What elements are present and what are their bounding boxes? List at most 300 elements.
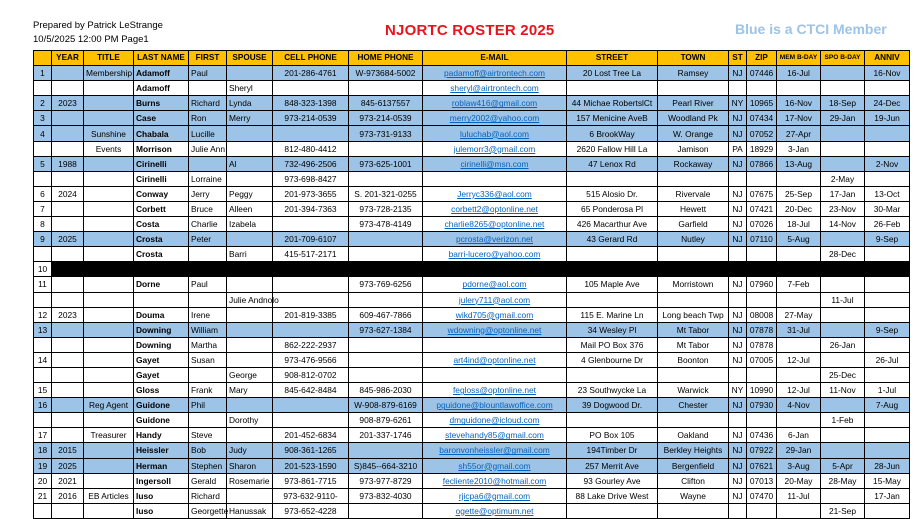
email-link[interactable]: art4ind@optonline.net	[423, 352, 567, 367]
email-link[interactable]: fegloss@optonline.net	[423, 383, 567, 398]
cell-year	[52, 337, 84, 352]
cell-town: Ramsey	[658, 66, 729, 81]
cell-zip	[747, 81, 777, 96]
email-link[interactable]: Jerryc336@aol.com	[423, 186, 567, 201]
cell-street	[567, 367, 658, 382]
cell-town: Wayne	[658, 488, 729, 503]
cell-anniv: 30-Mar	[865, 201, 910, 216]
cell-street: 43 Gerard Rd	[567, 232, 658, 247]
cell-st: NY	[729, 383, 747, 398]
cell-zip: 07866	[747, 156, 777, 171]
table-row	[34, 141, 910, 156]
cell-st	[729, 247, 747, 262]
cell-cell: 812-480-4412	[273, 141, 349, 156]
table-row	[34, 126, 910, 141]
cell-first: Steve	[189, 428, 227, 443]
cell-street	[567, 171, 658, 186]
cell-last	[134, 292, 189, 307]
email-link[interactable]: barri-lucero@yahoo.com	[423, 247, 567, 262]
cell-title	[84, 322, 134, 337]
cell-zip: 07005	[747, 352, 777, 367]
email-link[interactable]: dmguidone@icloud.com	[423, 413, 567, 428]
cell-last	[134, 262, 189, 277]
cell-town: Pearl River	[658, 96, 729, 111]
cell-first: Irene	[189, 307, 227, 322]
cell-num: 9	[34, 232, 52, 247]
cell-num: 14	[34, 352, 52, 367]
cell-anniv: 24-Dec	[865, 96, 910, 111]
table-row	[34, 458, 910, 473]
cell-street	[567, 503, 658, 518]
cell-home	[349, 171, 423, 186]
cell-num	[34, 81, 52, 96]
cell-home: 973-627-1384	[349, 322, 423, 337]
cell-home: 201-337-1746	[349, 428, 423, 443]
email-link	[423, 171, 567, 186]
cell-anniv: 16-Nov	[865, 66, 910, 81]
cell-last: Iuso	[134, 488, 189, 503]
cell-town	[658, 171, 729, 186]
cell-year	[52, 383, 84, 398]
cell-title: EB Articles	[84, 488, 134, 503]
cell-zip: 07675	[747, 186, 777, 201]
table-row	[34, 383, 910, 398]
cell-first: Stephen	[189, 458, 227, 473]
cell-street: 34 Wesley Pl	[567, 322, 658, 337]
cell-spouse: Al	[227, 156, 273, 171]
cell-zip: 07110	[747, 232, 777, 247]
email-link[interactable]: sheryl@airtrontech.com	[423, 81, 567, 96]
email-link[interactable]: wikd705@gmail.com	[423, 307, 567, 322]
cell-spouse	[227, 66, 273, 81]
cell-year: 2016	[52, 488, 84, 503]
cell-spouse	[227, 352, 273, 367]
table-row	[34, 171, 910, 186]
email-link[interactable]: julery711@aol.com	[423, 292, 567, 307]
cell-st	[729, 171, 747, 186]
cell-first: Lucille	[189, 126, 227, 141]
cell-street: 65 Ponderosa Pl	[567, 201, 658, 216]
cell-zip: 10990	[747, 383, 777, 398]
cell-spouse	[227, 277, 273, 292]
cell-mem: 25-Sep	[777, 186, 821, 201]
email-link[interactable]: stevehandy85@gmail.com	[423, 428, 567, 443]
cell-spouse	[227, 262, 273, 277]
cell-street: 194Timber Dr	[567, 443, 658, 458]
cell-town	[658, 292, 729, 307]
cell-st: NJ	[729, 428, 747, 443]
cell-first: Gerald	[189, 473, 227, 488]
cell-title	[84, 232, 134, 247]
table-row	[34, 398, 910, 413]
cell-mem: 11-Jul	[777, 488, 821, 503]
email-link[interactable]: charlie8265@optonline.net	[423, 217, 567, 232]
cell-first	[189, 292, 227, 307]
cell-st: NJ	[729, 307, 747, 322]
cell-zip	[747, 413, 777, 428]
cell-anniv: 2-Nov	[865, 156, 910, 171]
cell-spo	[821, 277, 865, 292]
cell-town: Garfield	[658, 217, 729, 232]
column-header: FIRST	[189, 51, 227, 66]
cell-spo	[821, 488, 865, 503]
cell-spouse	[227, 488, 273, 503]
cell-mem: 29-Jan	[777, 443, 821, 458]
column-header: CELL PHONE	[273, 51, 349, 66]
cell-mem	[777, 292, 821, 307]
cell-title: Reg Agent	[84, 398, 134, 413]
legend-note: Blue is a CTCI Member	[735, 21, 887, 37]
table-row	[34, 111, 910, 126]
cell-year	[52, 111, 84, 126]
cell-anniv	[865, 428, 910, 443]
table-row	[34, 81, 910, 96]
email-link[interactable]: sh55or@gmail.com	[423, 458, 567, 473]
cell-spo	[821, 398, 865, 413]
cell-anniv: 26-Jul	[865, 352, 910, 367]
cell-cell: 845-642-8484	[273, 383, 349, 398]
cell-street: 88 Lake Drive West	[567, 488, 658, 503]
cell-home	[349, 81, 423, 96]
cell-title: Events	[84, 141, 134, 156]
cell-spouse: Merry	[227, 111, 273, 126]
cell-home	[349, 337, 423, 352]
email-link[interactable]: luluchab@aol.com	[423, 126, 567, 141]
cell-num: 20	[34, 473, 52, 488]
cell-spo	[821, 232, 865, 247]
cell-spo	[821, 262, 865, 277]
table-row	[34, 307, 910, 322]
table-row	[34, 292, 910, 307]
table-row	[34, 277, 910, 292]
cell-last: Herman	[134, 458, 189, 473]
email-link[interactable]: wdowning@optonline.net	[423, 322, 567, 337]
cell-spouse: Judy	[227, 443, 273, 458]
cell-anniv	[865, 413, 910, 428]
cell-mem: 12-Jul	[777, 352, 821, 367]
cell-st: NJ	[729, 277, 747, 292]
email-link[interactable]: fecliente2010@hotmail.com	[423, 473, 567, 488]
cell-st: NJ	[729, 473, 747, 488]
cell-zip	[747, 503, 777, 518]
cell-last: Cirinelli	[134, 156, 189, 171]
cell-st: NJ	[729, 488, 747, 503]
column-header: ST	[729, 51, 747, 66]
cell-town: Mt Tabor	[658, 322, 729, 337]
cell-zip: 07434	[747, 111, 777, 126]
cell-title	[84, 201, 134, 216]
cell-mem: 18-Jul	[777, 217, 821, 232]
cell-spo: 21-Sep	[821, 503, 865, 518]
cell-cell	[273, 217, 349, 232]
cell-num: 13	[34, 322, 52, 337]
cell-title	[84, 186, 134, 201]
cell-town: Clifton	[658, 473, 729, 488]
cell-first: Lorraine	[189, 171, 227, 186]
email-link[interactable]: cirinelli@msn.com	[423, 156, 567, 171]
cell-spouse: Alleen	[227, 201, 273, 216]
cell-street: 6 BrookWay	[567, 126, 658, 141]
cell-spouse	[227, 141, 273, 156]
cell-spouse	[227, 322, 273, 337]
email-link[interactable]: baronvonheissler@gmail.com	[423, 443, 567, 458]
cell-street: 44 Michae RobertslCt	[567, 96, 658, 111]
cell-num	[34, 503, 52, 518]
cell-mem: 16-Jul	[777, 66, 821, 81]
cell-spo: 1-Feb	[821, 413, 865, 428]
cell-num	[34, 247, 52, 262]
cell-cell: 201-709-6107	[273, 232, 349, 247]
cell-num: 21	[34, 488, 52, 503]
cell-cell: 908-812-0702	[273, 367, 349, 382]
cell-street: 157 Menicine AveB	[567, 111, 658, 126]
cell-year	[52, 503, 84, 518]
cell-mem: 20-Dec	[777, 201, 821, 216]
cell-spouse: Sharon	[227, 458, 273, 473]
cell-title	[84, 156, 134, 171]
cell-last: Costa	[134, 217, 189, 232]
cell-street: 115 E. Marine Ln	[567, 307, 658, 322]
cell-num: 3	[34, 111, 52, 126]
cell-town: Oakland	[658, 428, 729, 443]
cell-last: Ingersoll	[134, 473, 189, 488]
cell-zip: 07922	[747, 443, 777, 458]
cell-home	[349, 503, 423, 518]
email-link[interactable]: ogette@optimum.net	[423, 503, 567, 518]
cell-spouse: Sheryl	[227, 81, 273, 96]
table-row	[34, 367, 910, 382]
cell-cell: 201-819-3385	[273, 307, 349, 322]
cell-year	[52, 247, 84, 262]
column-header: TITLE	[84, 51, 134, 66]
cell-spouse	[227, 126, 273, 141]
cell-street	[567, 81, 658, 96]
cell-title	[84, 503, 134, 518]
cell-anniv	[865, 443, 910, 458]
cell-mem: 7-Feb	[777, 277, 821, 292]
cell-cell: 908-361-1265	[273, 443, 349, 458]
email-link[interactable]: pcrosta@verizon.net	[423, 232, 567, 247]
email-link[interactable]: merry2002@yahoo.com	[423, 111, 567, 126]
email-link[interactable]: pguidone@blountlawoffice.com	[423, 398, 567, 413]
cell-num: 19	[34, 458, 52, 473]
cell-town: Woodland Pk	[658, 111, 729, 126]
table-row	[34, 503, 910, 518]
cell-anniv: 9-Sep	[865, 322, 910, 337]
cell-spo: 11-Jul	[821, 292, 865, 307]
cell-last: Gloss	[134, 383, 189, 398]
cell-first	[189, 156, 227, 171]
cell-cell: 201-394-7363	[273, 201, 349, 216]
cell-spo: 29-Jan	[821, 111, 865, 126]
cell-num: 16	[34, 398, 52, 413]
cell-st	[729, 81, 747, 96]
cell-spo: 18-Sep	[821, 96, 865, 111]
cell-last: Douma	[134, 307, 189, 322]
cell-home: 973-977-8729	[349, 473, 423, 488]
cell-first: Richard	[189, 488, 227, 503]
cell-anniv	[865, 337, 910, 352]
cell-st: NJ	[729, 111, 747, 126]
cell-cell: 201-523-1590	[273, 458, 349, 473]
cell-mem	[777, 503, 821, 518]
cell-year: 2015	[52, 443, 84, 458]
email-link[interactable]: padamoff@airtrontech.com	[423, 66, 567, 81]
cell-year	[52, 277, 84, 292]
email-link[interactable]: rjicpa6@gmail.com	[423, 488, 567, 503]
email-link[interactable]: julemorr3@gmail.com	[423, 141, 567, 156]
cell-street: 257 Merrit Ave	[567, 458, 658, 473]
cell-title	[84, 458, 134, 473]
cell-title	[84, 413, 134, 428]
cell-spo: 25-Dec	[821, 367, 865, 382]
table-row	[34, 413, 910, 428]
cell-title: Sunshine	[84, 126, 134, 141]
cell-mem: 16-Nov	[777, 96, 821, 111]
cell-mem	[777, 247, 821, 262]
table-row	[34, 352, 910, 367]
table-row	[34, 201, 910, 216]
cell-town: Jamison	[658, 141, 729, 156]
cell-home: 973-832-4030	[349, 488, 423, 503]
cell-first: Georgette	[189, 503, 227, 518]
cell-anniv: 28-Jun	[865, 458, 910, 473]
column-header: TOWN	[658, 51, 729, 66]
cell-last: Chabala	[134, 126, 189, 141]
table-row	[34, 156, 910, 171]
cell-home: 973-478-4149	[349, 217, 423, 232]
cell-cell	[273, 398, 349, 413]
cell-st: NJ	[729, 66, 747, 81]
cell-year: 1988	[52, 156, 84, 171]
cell-town: Boonton	[658, 352, 729, 367]
cell-cell: 201-452-6834	[273, 428, 349, 443]
cell-st: NY	[729, 96, 747, 111]
cell-mem: 31-Jul	[777, 322, 821, 337]
cell-town	[658, 247, 729, 262]
cell-title	[84, 367, 134, 382]
cell-town: Mt Tabor	[658, 337, 729, 352]
cell-street	[567, 262, 658, 277]
cell-mem: 12-Jul	[777, 383, 821, 398]
cell-home: 973-728-2135	[349, 201, 423, 216]
cell-spouse	[227, 307, 273, 322]
cell-title	[84, 217, 134, 232]
cell-num: 15	[34, 383, 52, 398]
cell-spo	[821, 428, 865, 443]
cell-zip: 07878	[747, 337, 777, 352]
cell-mem	[777, 171, 821, 186]
cell-spouse: Mary	[227, 383, 273, 398]
cell-last: Iuso	[134, 503, 189, 518]
cell-mem	[777, 81, 821, 96]
cell-num: 10	[34, 262, 52, 277]
table-row	[34, 186, 910, 201]
cell-mem: 5-Aug	[777, 232, 821, 247]
cell-first: Julie Ann	[189, 141, 227, 156]
cell-year	[52, 428, 84, 443]
cell-anniv	[865, 171, 910, 186]
column-header: YEAR	[52, 51, 84, 66]
email-link[interactable]: pdorne@aol.com	[423, 277, 567, 292]
cell-year: 2025	[52, 232, 84, 247]
cell-home	[349, 443, 423, 458]
cell-st: NJ	[729, 337, 747, 352]
cell-spouse: Izabela	[227, 217, 273, 232]
cell-title	[84, 277, 134, 292]
cell-mem: 17-Nov	[777, 111, 821, 126]
cell-town	[658, 81, 729, 96]
column-header: MEM B-DAY	[777, 51, 821, 66]
cell-st: NJ	[729, 322, 747, 337]
cell-anniv: 9-Sep	[865, 232, 910, 247]
cell-year	[52, 413, 84, 428]
cell-street: 4 Glenbourne Dr	[567, 352, 658, 367]
cell-street: 20 Lost Tree La	[567, 66, 658, 81]
cell-home: 845-6137557	[349, 96, 423, 111]
cell-home: 973-214-0539	[349, 111, 423, 126]
cell-spouse: Rosemarie	[227, 473, 273, 488]
cell-home	[349, 232, 423, 247]
cell-zip: 07621	[747, 458, 777, 473]
cell-town	[658, 262, 729, 277]
cell-cell: 732-496-2506	[273, 156, 349, 171]
cell-year	[52, 322, 84, 337]
divider-row	[34, 262, 910, 277]
cell-town: W. Orange	[658, 126, 729, 141]
cell-title	[84, 81, 134, 96]
email-link[interactable]: corbett2@optonline.net	[423, 201, 567, 216]
cell-last: Corbett	[134, 201, 189, 216]
cell-first	[189, 413, 227, 428]
cell-home: W-908-879-6169	[349, 398, 423, 413]
email-link	[423, 337, 567, 352]
cell-spo: 5-Apr	[821, 458, 865, 473]
cell-zip: 07470	[747, 488, 777, 503]
cell-first: Bob	[189, 443, 227, 458]
cell-anniv: 17-Jan	[865, 488, 910, 503]
cell-street: 93 Gourley Ave	[567, 473, 658, 488]
table-row	[34, 232, 910, 247]
cell-cell: 415-517-2171	[273, 247, 349, 262]
cell-town: Hewett	[658, 201, 729, 216]
cell-anniv	[865, 247, 910, 262]
cell-mem: 3-Aug	[777, 458, 821, 473]
cell-spouse: Julie Andnolo	[227, 292, 273, 307]
prepared-by	[33, 19, 163, 47]
email-link[interactable]: roblaw416@gmail.com	[423, 96, 567, 111]
email-link	[423, 367, 567, 382]
cell-last: Crosta	[134, 247, 189, 262]
table-row	[34, 322, 910, 337]
cell-num	[34, 367, 52, 382]
cell-zip: 07878	[747, 322, 777, 337]
cell-mem: 20-May	[777, 473, 821, 488]
cell-first: Frank	[189, 383, 227, 398]
cell-first	[189, 81, 227, 96]
cell-mem: 3-Jan	[777, 141, 821, 156]
cell-spouse	[227, 232, 273, 247]
cell-title	[84, 262, 134, 277]
cell-zip	[747, 367, 777, 382]
cell-last: Dorne	[134, 277, 189, 292]
cell-zip: 07960	[747, 277, 777, 292]
cell-title	[84, 443, 134, 458]
cell-first: Richard	[189, 96, 227, 111]
cell-home: S. 201-321-0255	[349, 186, 423, 201]
cell-last: Case	[134, 111, 189, 126]
cell-st: PA	[729, 141, 747, 156]
